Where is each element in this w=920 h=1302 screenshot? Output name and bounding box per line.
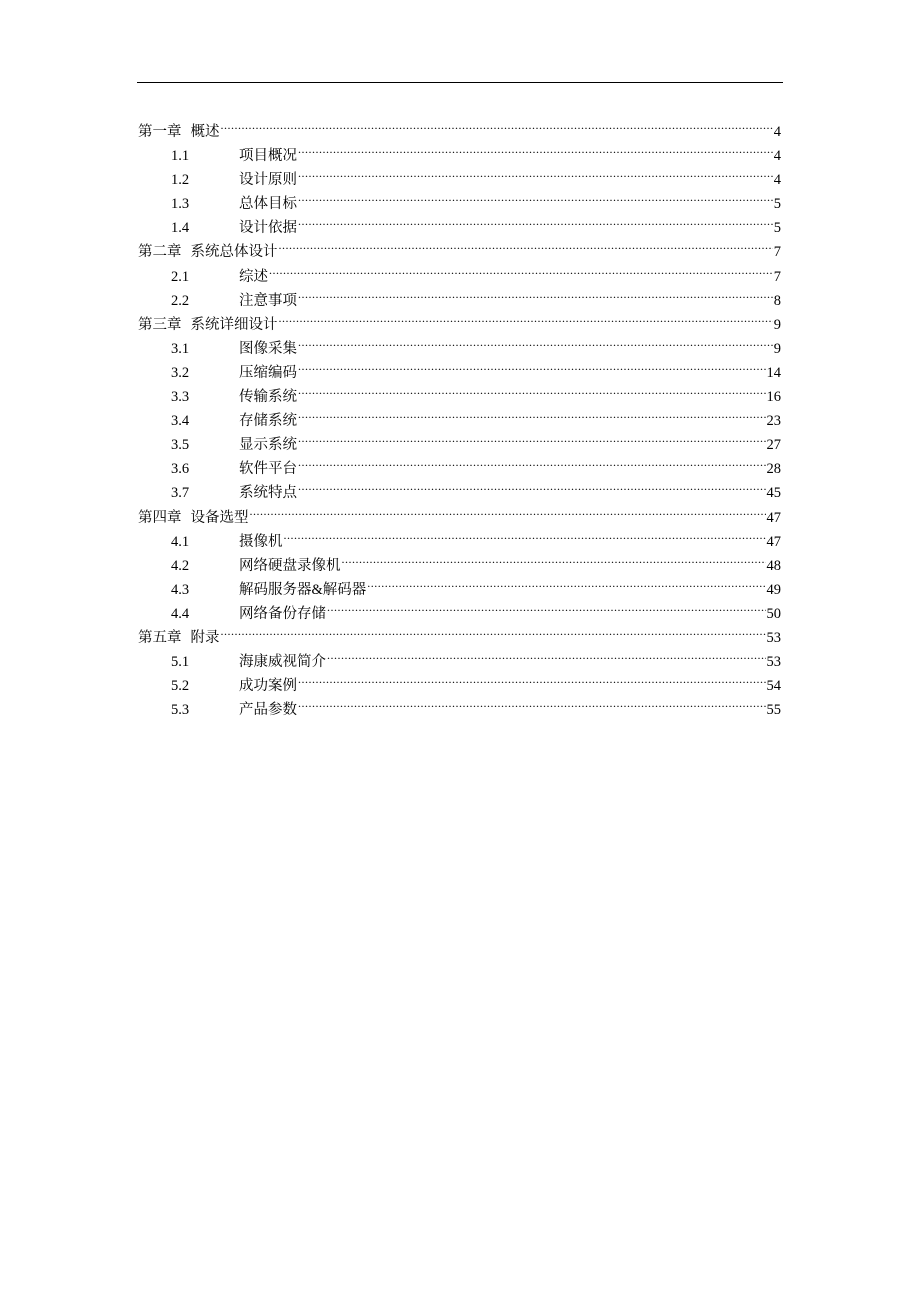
toc-page-number: 54 bbox=[766, 678, 781, 695]
toc-page-number: 28 bbox=[766, 461, 781, 478]
toc-entry-number: 5.1 bbox=[171, 654, 190, 671]
toc-page-number: 4 bbox=[773, 124, 781, 140]
toc-page-number: 7 bbox=[773, 244, 781, 261]
toc-dot-leader bbox=[279, 305, 773, 329]
toc-entry-title: 成功案例 bbox=[239, 678, 297, 695]
toc-dot-leader bbox=[298, 401, 766, 425]
toc-entry-number: 第五章 bbox=[138, 629, 182, 646]
toc-entry-number: 4.1 bbox=[171, 533, 190, 550]
toc-section-entry[interactable] bbox=[138, 136, 781, 165]
toc-entry-number: 5.2 bbox=[171, 678, 190, 695]
toc-chapter-entry[interactable] bbox=[138, 112, 781, 140]
toc-entry-number: 2.1 bbox=[171, 268, 190, 285]
toc-dot-leader bbox=[298, 281, 773, 305]
toc-entry-title: 图像采集 bbox=[239, 340, 297, 357]
toc-page-number: 27 bbox=[766, 437, 781, 454]
toc-entry-number: 第四章 bbox=[138, 509, 182, 526]
toc-entry-title: 设计依据 bbox=[239, 220, 297, 237]
toc-page-number: 5 bbox=[773, 220, 781, 237]
toc-dot-leader bbox=[298, 449, 766, 473]
toc-entry-title: 摄像机 bbox=[239, 533, 283, 550]
toc-entry-number: 1.4 bbox=[171, 220, 190, 237]
toc-entry-number: 3.2 bbox=[171, 364, 190, 381]
toc-entry-number: 4.4 bbox=[171, 605, 190, 622]
toc-entry-number: 3.1 bbox=[171, 340, 190, 357]
toc-entry-number: 3.4 bbox=[171, 413, 190, 430]
toc-dot-leader bbox=[298, 184, 773, 208]
toc-entry-number: 第二章 bbox=[138, 244, 182, 261]
toc-dot-leader bbox=[327, 594, 766, 618]
toc-page-number: 53 bbox=[766, 629, 781, 646]
toc-page-number: 49 bbox=[766, 581, 781, 598]
toc-entry-title: 概述 bbox=[190, 124, 220, 140]
toc-page-number: 23 bbox=[766, 413, 781, 430]
toc-entry-title: 系统总体设计 bbox=[190, 244, 278, 261]
toc-entry-title: 网络备份存储 bbox=[239, 605, 326, 622]
toc-entry-number: 5.3 bbox=[171, 702, 190, 719]
toc-entry-title: 传输系统 bbox=[239, 389, 297, 406]
toc-dot-leader bbox=[221, 112, 773, 136]
toc-page-number: 47 bbox=[766, 533, 781, 550]
toc-page-number: 9 bbox=[773, 316, 781, 333]
toc-dot-leader bbox=[298, 377, 766, 401]
toc-entry-title: 设备选型 bbox=[190, 509, 249, 526]
toc-page-number: 4 bbox=[773, 148, 781, 165]
toc-section-entry[interactable] bbox=[138, 642, 781, 671]
toc-page-number: 55 bbox=[766, 702, 781, 719]
toc-entry-number: 第三章 bbox=[138, 316, 182, 333]
toc-dot-leader bbox=[298, 353, 766, 377]
toc-dot-leader bbox=[279, 232, 773, 256]
toc-dot-leader bbox=[298, 473, 766, 497]
toc-dot-leader bbox=[367, 570, 765, 594]
toc-entry-number: 3.5 bbox=[171, 437, 190, 454]
toc-page-number: 9 bbox=[773, 340, 781, 357]
toc-dot-leader bbox=[298, 208, 773, 232]
toc-dot-leader bbox=[298, 136, 773, 160]
toc-page-number: 53 bbox=[766, 654, 781, 671]
toc-page-number: 45 bbox=[766, 485, 781, 502]
toc-entry-number: 1.1 bbox=[171, 148, 190, 165]
toc-page-number: 14 bbox=[766, 364, 781, 381]
toc-dot-leader bbox=[298, 160, 773, 184]
toc-entry-title: 系统详细设计 bbox=[190, 316, 278, 333]
toc-page-number: 8 bbox=[773, 292, 781, 309]
toc-dot-leader bbox=[221, 618, 766, 642]
toc-dot-leader bbox=[284, 522, 766, 546]
toc-entry-title: 项目概况 bbox=[239, 148, 297, 165]
toc-page-number: 4 bbox=[773, 172, 781, 189]
toc-dot-leader bbox=[269, 257, 773, 281]
toc-dot-leader bbox=[298, 425, 766, 449]
toc-entry-number: 3.6 bbox=[171, 461, 190, 478]
toc-dot-leader bbox=[327, 642, 766, 666]
toc-entry-title: 系统特点 bbox=[239, 485, 297, 502]
header-rule bbox=[137, 82, 783, 83]
toc-page-number: 48 bbox=[766, 557, 781, 574]
table-of-contents bbox=[138, 112, 781, 719]
toc-entry-title: 海康威视简介 bbox=[239, 654, 326, 671]
toc-page-number: 16 bbox=[766, 389, 781, 406]
toc-entry-title: 压缩编码 bbox=[239, 364, 297, 381]
toc-entry-title: 设计原则 bbox=[239, 172, 297, 189]
toc-page-number: 7 bbox=[773, 268, 781, 285]
toc-dot-leader bbox=[298, 690, 766, 714]
toc-entry-title: 软件平台 bbox=[239, 461, 297, 478]
toc-entry-number: 4.3 bbox=[171, 581, 190, 598]
toc-entry-title: 解码服务器&解码器 bbox=[239, 581, 367, 598]
toc-dot-leader bbox=[250, 498, 766, 522]
toc-entry-title: 显示系统 bbox=[239, 437, 297, 454]
toc-page-number: 50 bbox=[766, 605, 781, 622]
toc-page-number: 5 bbox=[773, 196, 781, 213]
toc-entry-number: 1.2 bbox=[171, 172, 190, 189]
toc-dot-leader bbox=[298, 329, 773, 353]
toc-page-number: 47 bbox=[766, 509, 781, 526]
toc-dot-leader bbox=[298, 666, 766, 690]
toc-entry-title: 总体目标 bbox=[239, 196, 297, 213]
toc-entry-number: 第一章 bbox=[138, 124, 182, 140]
toc-entry-title: 综述 bbox=[239, 268, 268, 285]
toc-entry-number: 4.2 bbox=[171, 557, 190, 574]
toc-entry-title: 产品参数 bbox=[239, 702, 297, 719]
toc-entry-number: 3.7 bbox=[171, 485, 190, 502]
toc-entry-number: 3.3 bbox=[171, 389, 190, 406]
toc-entry-number: 1.3 bbox=[171, 196, 190, 213]
toc-entry-title: 网络硬盘录像机 bbox=[239, 557, 341, 574]
toc-entry-title: 存储系统 bbox=[239, 413, 297, 430]
toc-chapter-entry[interactable] bbox=[138, 618, 781, 646]
toc-entry-title: 附录 bbox=[190, 629, 220, 646]
toc-entry-number: 2.2 bbox=[171, 292, 190, 309]
toc-entry-title: 注意事项 bbox=[239, 292, 297, 309]
toc-dot-leader bbox=[342, 546, 766, 570]
